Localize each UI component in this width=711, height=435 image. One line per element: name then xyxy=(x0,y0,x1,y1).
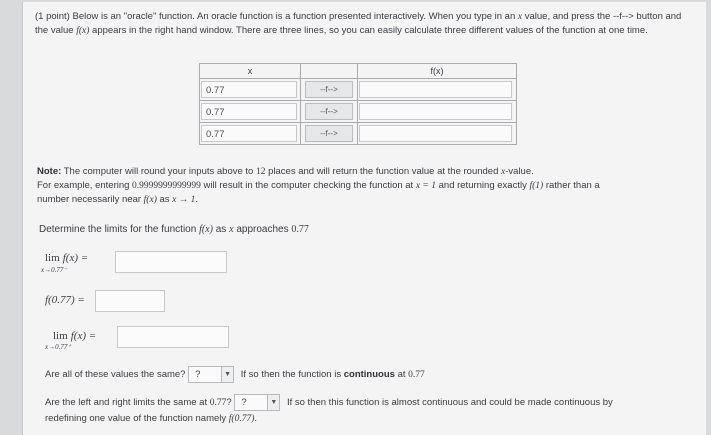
intro-text: value, and press the xyxy=(522,11,613,22)
question-text: . xyxy=(254,413,258,424)
lim-text: lim xyxy=(45,252,60,264)
intro-fx: f(x) xyxy=(76,26,90,36)
note-limit: x → 1 xyxy=(172,195,196,205)
question-text: If so then this function is almost continuous and could be made continuous by xyxy=(286,397,613,409)
select-value: ? xyxy=(241,397,247,408)
intro-text: appears in the right hand window. There are three lines, so you can easily calculate three different values of the function at one time. xyxy=(89,25,648,36)
note-function: f(x) xyxy=(143,195,157,205)
note-text: will result in the computer checking the function at xyxy=(200,180,416,191)
evaluate-button[interactable]: --f--> xyxy=(305,103,353,120)
x-input[interactable]: 0.77 xyxy=(201,125,297,142)
instruction-function: f(x) xyxy=(199,224,213,235)
note-text: . xyxy=(195,194,199,205)
left-limit-subscript: x→0.77⁻ xyxy=(41,266,68,274)
evaluate-button[interactable]: --f--> xyxy=(305,81,353,98)
left-limit-label xyxy=(45,252,88,264)
note-var: x xyxy=(501,167,506,177)
instruction-text: approaches xyxy=(233,224,292,235)
fx-output xyxy=(359,103,512,120)
question-number: 0.77 xyxy=(209,398,227,409)
lim-text: lim xyxy=(53,330,68,342)
note-text: and returning exactly xyxy=(435,180,530,191)
limit-function: f(x) = xyxy=(62,252,89,264)
question-number: 0.77 xyxy=(408,370,425,381)
note-text: as xyxy=(156,194,173,205)
note-text: rather than a xyxy=(543,180,600,191)
limits-same-select[interactable] xyxy=(234,394,280,411)
question-text: Are all of these values the same? xyxy=(45,369,186,381)
determine-instruction xyxy=(39,224,309,235)
x-input[interactable]: 0.77 xyxy=(201,81,297,98)
question-text: at xyxy=(394,369,409,381)
oracle-row xyxy=(200,79,517,101)
instruction-number: 0.77 xyxy=(291,224,309,235)
note-equation: x = 1 xyxy=(415,181,436,191)
question-text: If so then the function is xyxy=(240,369,344,381)
oracle-row xyxy=(200,123,517,145)
right-limit-subscript: x→0.77⁺ xyxy=(45,343,72,351)
question-function: f(0.77) xyxy=(228,414,255,424)
x-input[interactable]: 0.77 xyxy=(201,103,297,120)
left-limit-input[interactable] xyxy=(115,251,227,273)
problem-intro xyxy=(35,10,685,38)
chevron-down-icon: ▼ xyxy=(267,395,279,410)
select-value: ? xyxy=(195,369,201,380)
problem-panel xyxy=(22,2,706,435)
continuous-bold: continuous xyxy=(343,369,395,381)
note-number: 0.9999999999999 xyxy=(132,181,201,191)
note-number: 12 xyxy=(255,167,266,177)
right-limit-label xyxy=(53,330,96,342)
intro-var: x xyxy=(517,12,523,22)
limit-function: f(x) = xyxy=(70,330,97,342)
function-value-input[interactable] xyxy=(95,290,165,312)
evaluate-button[interactable]: --f--> xyxy=(305,125,353,142)
note-text: The computer will round your inputs above to xyxy=(61,166,256,177)
instruction-text: Determine the limits for the function xyxy=(39,224,200,235)
intro-text: button and the value xyxy=(35,11,682,36)
note-text: -value. xyxy=(505,166,534,177)
column-header-blank xyxy=(301,64,358,79)
instruction-var: x xyxy=(229,224,234,235)
fx-output xyxy=(359,125,512,142)
note-text: places and will return the function value at the rounded xyxy=(265,166,502,177)
question-text: ? xyxy=(226,397,232,409)
column-header-x: x xyxy=(200,64,301,79)
function-value-label xyxy=(45,294,85,306)
note-label: Note: xyxy=(37,166,62,177)
rounding-note xyxy=(37,165,697,207)
same-values-select[interactable] xyxy=(188,366,234,383)
same-values-question xyxy=(45,366,425,383)
value-label-text: f(0.77) = xyxy=(45,294,85,306)
note-text: For example, entering xyxy=(37,180,133,191)
note-function: f(1) xyxy=(529,181,544,191)
fx-output xyxy=(359,81,512,98)
oracle-table xyxy=(199,63,517,145)
chevron-down-icon: ▼ xyxy=(221,367,233,382)
intro-arrow: --f--> xyxy=(612,11,634,22)
intro-text: (1 point) Below is an "oracle" function. An oracle function is a function presented interactively. When you type in an xyxy=(35,11,518,22)
limits-same-question xyxy=(45,394,685,424)
question-text: redefining one value of the function namely xyxy=(45,413,229,424)
column-header-fx: f(x) xyxy=(358,64,517,79)
question-text: Are the left and right limits the same at xyxy=(45,397,210,409)
oracle-row xyxy=(200,101,517,123)
right-limit-input[interactable] xyxy=(117,326,229,348)
note-text: number necessarily near xyxy=(37,194,144,205)
instruction-text: as xyxy=(212,224,230,235)
